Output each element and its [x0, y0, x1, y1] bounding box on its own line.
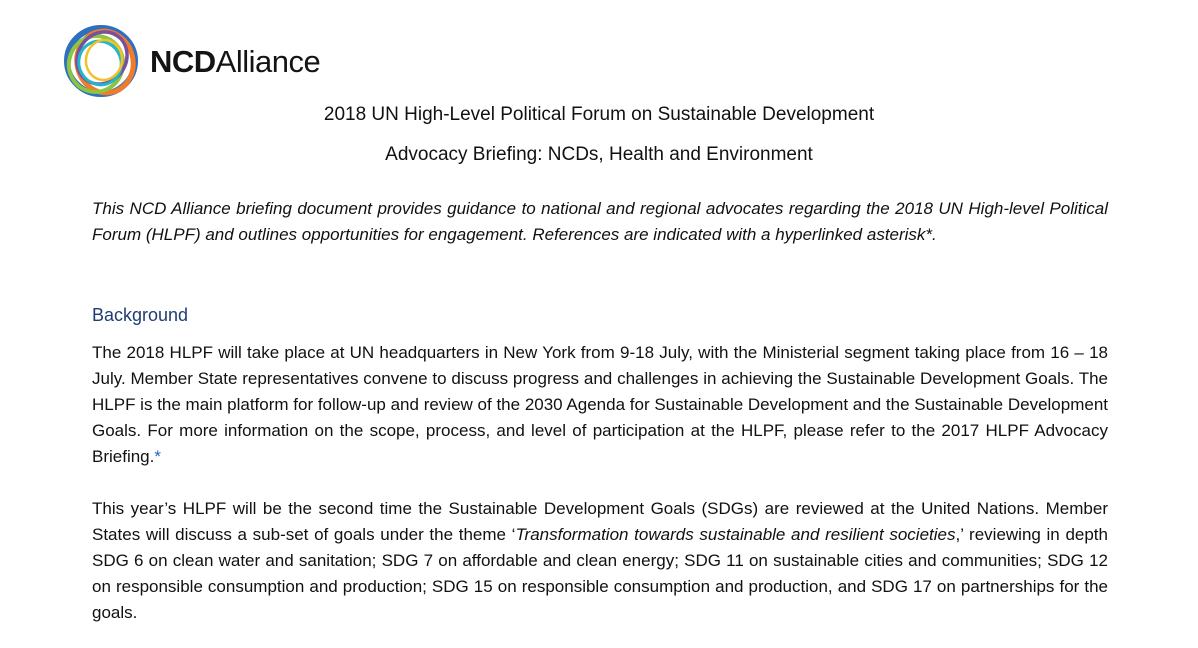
- background-paragraph-1-text: The 2018 HLPF will take place at UN headquarters in New York from 9-18 July, with the Ministerial segment taking place from 16 – 18 July. Member State representatives convene to discuss progress and challenges in achieving the Sustainable Development Goals. The HLPF is the main platform for follow-up and review of the 2030 Agenda for Sustainable Development and the Sustainable Development Goals. For more information on the scope, process, and level of participation at the HLPF, please refer to the 2017 HLPF Advocacy Briefing.: [92, 343, 1108, 466]
- reference-link-asterisk[interactable]: *: [154, 447, 161, 466]
- intro-paragraph: This NCD Alliance briefing document provides guidance to national and regional advocates regarding the 2018 UN High-level Political Forum (HLPF) and outlines opportunities for engagement. References are indicated with a hyperlinked asterisk*.: [92, 199, 1108, 244]
- ncd-alliance-logo: [60, 22, 350, 100]
- background-paragraph-2-text-end: ,’ reviewing in depth SDG 6 on clean water and sanitation; SDG 7 on affordable and clean energy; SDG 11 on sustainable cities and communities; SDG 12 on responsible consumption and production; SDG 15 on responsible consumption and production, and SDG 17 on partnerships for the goals.: [92, 525, 1108, 622]
- background-paragraph-2: [92, 496, 1108, 626]
- logo-wordmark: [150, 43, 321, 79]
- theme-text: Transformation towards sustainable and resilient societies: [515, 525, 956, 544]
- document-subtitle: Advocacy Briefing: NCDs, Health and Environment: [385, 144, 813, 165]
- section-heading-background: Background: [92, 305, 189, 325]
- background-paragraph-2-text-start: This year’s HLPF will be the second time the Sustainable Development Goals (SDGs) are reviewed at the United Nations. Member States will discuss a sub-set of goals under the theme ‘: [92, 499, 1108, 544]
- logo-name-regular: Alliance: [215, 43, 321, 79]
- document-title: 2018 UN High-Level Political Forum on Sustainable Development: [323, 104, 875, 125]
- logo-name-bold: NCD: [150, 43, 216, 79]
- ncd-alliance-circles-icon: [60, 22, 142, 100]
- background-paragraph-1: [92, 340, 1108, 470]
